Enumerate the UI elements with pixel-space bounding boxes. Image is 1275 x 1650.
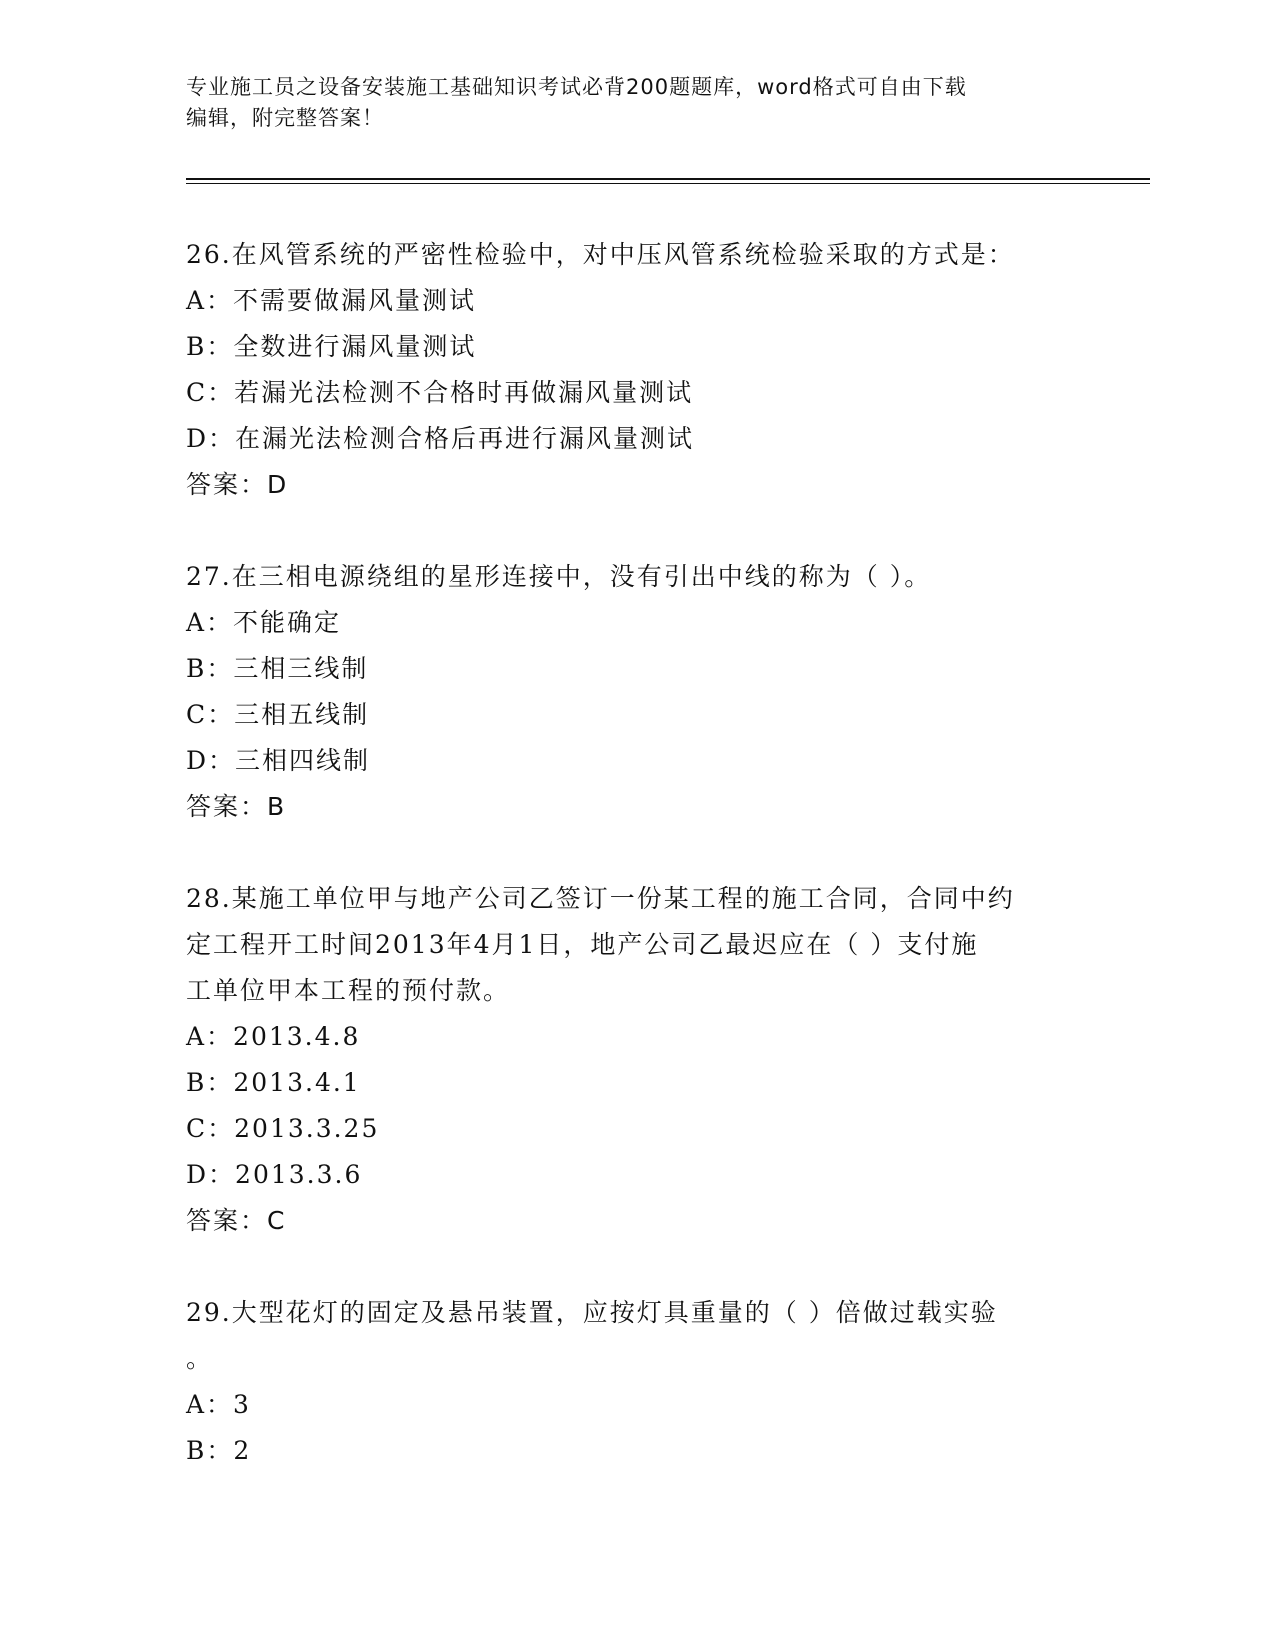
answer: 答案：C xyxy=(186,1206,287,1235)
option-b: B：三相三线制 xyxy=(186,654,369,683)
question-stem: 27.在三相电源绕组的星形连接中，没有引出中线的称为（ ）。 xyxy=(186,562,932,591)
question-26 xyxy=(186,232,1086,508)
option-a: A：不能确定 xyxy=(186,608,342,637)
option-a: A：3 xyxy=(186,1390,251,1419)
question-stem-line-1: 29.大型花灯的固定及悬吊装置，应按灯具重量的（ ）倍做过载实验 xyxy=(186,1298,998,1327)
question-stem: 26.在风管系统的严密性检验中，对中压风管系统检验采取的方式是： xyxy=(186,240,1015,269)
question-27 xyxy=(186,554,1086,830)
option-c: C：2013.3.25 xyxy=(186,1114,380,1143)
question-29 xyxy=(186,1290,1086,1474)
option-a: A：不需要做漏风量测试 xyxy=(186,286,477,315)
question-stem-line-3: 工单位甲本工程的预付款。 xyxy=(186,976,511,1005)
question-stem-line-1: 28.某施工单位甲与地产公司乙签订一份某工程的施工合同，合同中约 xyxy=(186,884,1015,913)
header-divider-thin xyxy=(186,183,1150,184)
option-d: D：在漏光法检测合格后再进行漏风量测试 xyxy=(186,424,695,453)
question-28 xyxy=(186,876,1086,1244)
option-b: B：2013.4.1 xyxy=(186,1068,361,1097)
option-b: B：2 xyxy=(186,1436,252,1465)
answer: 答案：D xyxy=(186,470,289,499)
option-a: A：2013.4.8 xyxy=(186,1022,361,1051)
option-c: C：若漏光法检测不合格时再做漏风量测试 xyxy=(186,378,694,407)
question-stem-line-2: 。 xyxy=(186,1344,214,1373)
header-line-1: 专业施工员之设备安装施工基础知识考试必背200题题库，word格式可自由下载 xyxy=(186,75,967,99)
option-d: D：三相四线制 xyxy=(186,746,371,775)
question-list xyxy=(186,232,1086,1520)
answer: 答案：B xyxy=(186,792,287,821)
header-line-2: 编辑，附完整答案！ xyxy=(186,106,384,130)
option-d: D：2013.3.6 xyxy=(186,1160,363,1189)
question-stem-line-2: 定工程开工时间2013年4月1日，地产公司乙最迟应在（ ）支付施 xyxy=(186,930,979,959)
option-b: B：全数进行漏风量测试 xyxy=(186,332,477,361)
header-divider-thick xyxy=(186,178,1150,180)
document-header xyxy=(186,72,1066,134)
option-c: C：三相五线制 xyxy=(186,700,370,729)
